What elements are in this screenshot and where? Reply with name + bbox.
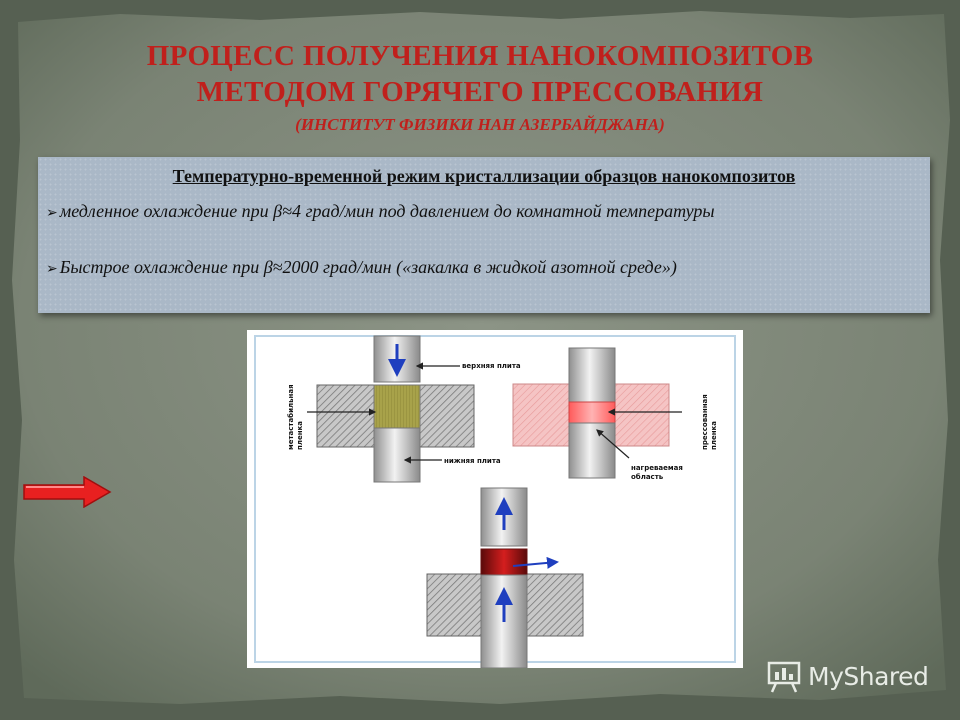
label-metastable-film-2: пленка bbox=[296, 420, 304, 450]
label-pressed-film-2: пленка bbox=[710, 420, 718, 450]
arrowhead-bullet-icon: ➢ bbox=[46, 205, 58, 221]
label-heated-area-1: нагреваемая bbox=[631, 464, 683, 472]
label-upper-plate: верхняя плита bbox=[462, 362, 521, 370]
myshared-watermark bbox=[766, 656, 928, 696]
title-subtitle: (ИНСТИТУТ ФИЗИКИ НАН АЗЕРБАЙДЖАНА) bbox=[295, 115, 665, 134]
watermark-text: MyShared bbox=[808, 661, 929, 691]
bullet-fast-cooling: ➢ Быстрое охлаждение при β≈2000 град/мин («закалка в жидкой азотной среде») bbox=[46, 257, 677, 277]
label-metastable-film-1: метастабильная bbox=[287, 384, 295, 450]
presentation-board-icon bbox=[766, 658, 802, 694]
info-box-heading: Температурно-временной режим кристаллизации образцов нанокомпозитов bbox=[172, 166, 796, 186]
info-box bbox=[38, 157, 930, 313]
label-heated-area-2: область bbox=[631, 473, 664, 481]
title-line-1: ПРОЦЕСС ПОЛУЧЕНИЯ НАНОКОМПОЗИТОВ bbox=[146, 40, 814, 72]
title-line-2: МЕТОДОМ ГОРЯЧЕГО ПРЕССОВАНИЯ bbox=[196, 76, 764, 108]
hot-pressing-diagram bbox=[247, 330, 743, 668]
arrowhead-bullet-icon: ➢ bbox=[46, 261, 58, 277]
label-pressed-film-1: прессованная bbox=[701, 394, 709, 450]
label-lower-plate: нижняя плита bbox=[444, 457, 501, 465]
bullet-slow-cooling: ➢ медленное охлаждение при β≈4 град/мин под давлением до комнатной температуры bbox=[46, 201, 715, 221]
red-arrow-right-icon[interactable] bbox=[22, 476, 112, 508]
